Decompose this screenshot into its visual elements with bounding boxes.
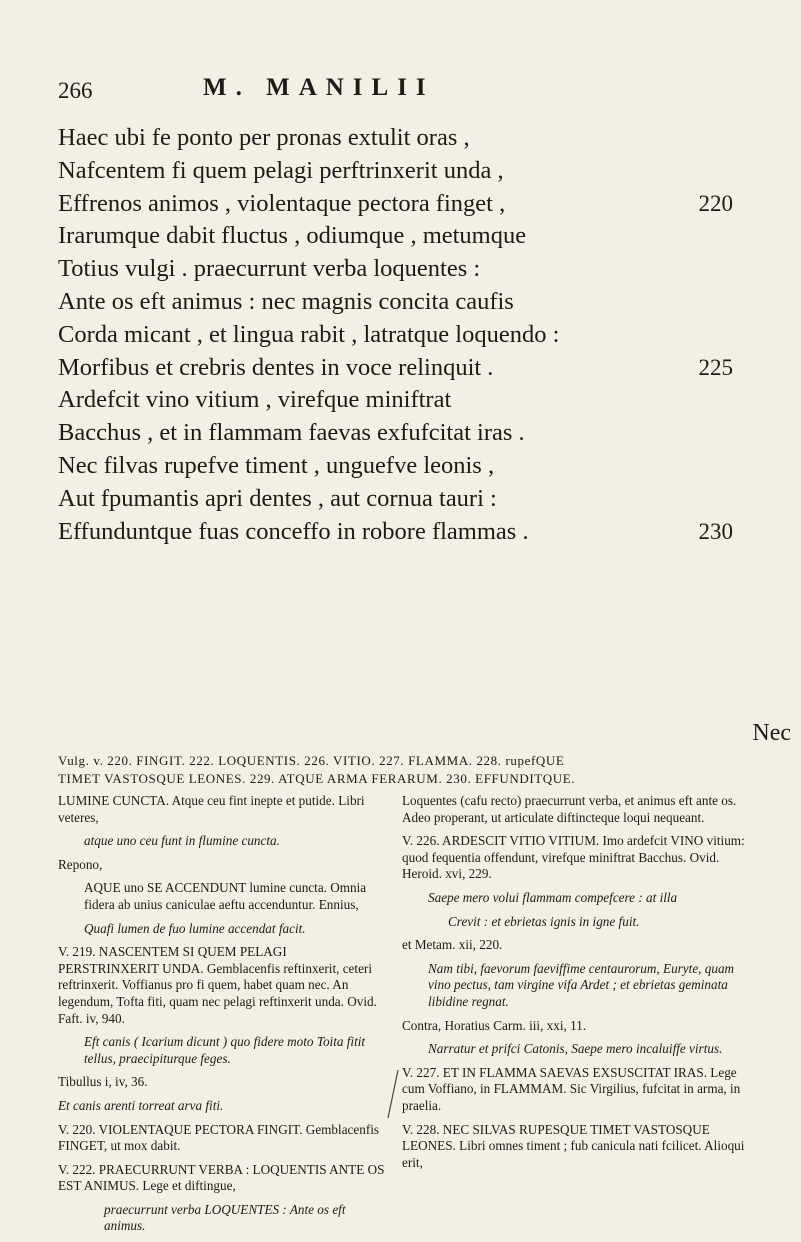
note-quote: Quafi lumen de fuo lumine accendat facit. (84, 920, 306, 936)
note: Loquentes (cafu recto) praecurrunt verba, et animus eft ante os. Adeo properant, ut articulate diftincteque loqui nequeant. (402, 793, 737, 825)
poem-text (58, 122, 733, 548)
verse-text: Irarumque dabit fluctus , odiumque , metumque (58, 222, 527, 250)
verse-line (58, 155, 733, 188)
note-quote: Nam tibi, faevorum faeviffime centaurorum, Euryte, quam vino pectus, tam virgine vifa Ardet ; et ebrietas geminata libidine regnat. (428, 960, 735, 1009)
note: LUMINE CUNCTA. Atque ceu fint inepte et putide. Libri veteres, (58, 793, 365, 825)
verse-number: 225 (698, 354, 733, 380)
verse-line (58, 286, 733, 319)
verse-number: 230 (698, 518, 733, 544)
note-quote: Eft canis ( Icarium dicunt ) quo fidere moto Toita fitit tellus, praecipiturque feges. (84, 1034, 366, 1066)
verse-line (58, 122, 733, 155)
note: V. 222. PRAECURRUNT VERBA : LOQUENTIS ANTE OS EST ANIMUS. Lege et diftingue, (58, 1161, 385, 1194)
note-quote: Crevit : et ebrietas ignis in igne fuit. (448, 913, 640, 929)
note: AQUE uno SE ACCENDUNT lumine cuncta. Omnia fidera ab unius caniculae aeftu accenduntur. Ennius, (84, 880, 367, 912)
catchword: Nec (752, 720, 791, 746)
note: V. 220. VIOLENTAQUE PECTORA FINGIT. Gemblacenfis FINGET, ut mox dabit. (58, 1121, 380, 1154)
verse-line (58, 417, 733, 450)
note-quote: Et canis arenti torreat arva fiti. (58, 1097, 224, 1113)
note: V. 227. ET IN FLAMMA SAEVAS EXSUSCITAT IRAS. Lege cum Voffiano, in FLAMMAM. Sic Virgilius, fufcitat in arma, in praelia. (402, 1064, 741, 1113)
note-quote: atque uno ceu funt in flumine cuncta. (84, 833, 280, 849)
verse-text: Haec ubi fe ponto per pronas extulit oras , (58, 124, 470, 151)
note: Tibullus i, iv, 36. (58, 1074, 148, 1090)
verse-line (58, 483, 733, 516)
verse-line (58, 220, 733, 253)
note: et Metam. xii, 220. (402, 937, 503, 953)
note: V. 228. NEC SILVAS RUPESQUE TIMET VASTOSQUE LEONES. Libri omnes timent ; fub canicula nati fcilicet. Alioqui erit, (402, 1121, 745, 1170)
verse-text: Ante os eft animus : nec magnis concita caufis (58, 287, 514, 315)
note: V. 226. ARDESCIT VITIO VITIUM. Imo ardefcit VINO vitium: quod fequentia offendunt, virefque miniftrat Bacchus. Ovid. Heroid. xvi, 229. (402, 833, 745, 882)
verse-text: Ardefcit vino vitium , virefque miniftrat (58, 386, 452, 414)
verse-text: Nec filvas rupefve timent , unguefve leonis , (58, 451, 495, 479)
verse-line (58, 384, 733, 417)
vulgate-line: TIMET VASTOSQUE LEONES. 229. ATQUE ARMA FERARUM. 230. EFFUNDITQUE. (58, 771, 576, 786)
stray-pen-mark (386, 1068, 400, 1120)
verse-line (58, 516, 733, 549)
verse-text: Morfibus et crebris dentes in voce relinquit . (58, 353, 494, 381)
verse-text: Bacchus , et in flammam faevas exfufcitat iras . (58, 419, 525, 447)
verse-text: Totius vulgi . praecurrunt verba loquentes : (58, 255, 481, 283)
vulgate-readings (58, 752, 748, 788)
verse-number: 220 (698, 190, 733, 216)
note-quote: Narratur et prifci Catonis, Saepe mero incaluiffe virtus. (428, 1041, 723, 1057)
vulgate-line: Vulg. v. 220. FINGIT. 222. LOQUENTIS. 226. VITIO. 227. FLAMMA. 228. rupefQUE (58, 753, 565, 768)
verse-line (58, 352, 733, 385)
notes-right-column (402, 793, 747, 1178)
page-number: 266 (58, 78, 93, 103)
verse-text: Nafcentem fi quem pelagi perftrinxerit unda , (58, 156, 504, 184)
verse-text: Effrenos animos , violentaque pectora finget , (58, 189, 506, 217)
note-quote: praecurrunt verba LOQUENTES : Ante os eft animus. (104, 1201, 346, 1234)
verse-line (58, 188, 733, 221)
verse-text: Aut fpumantis apri dentes , aut cornua tauri : (58, 484, 497, 512)
verse-line (58, 319, 733, 352)
note: Repono, (58, 856, 103, 872)
running-title: M. MANILII (203, 74, 435, 101)
note: V. 219. NASCENTEM SI QUEM PELAGI PERSTRINXERIT UNDA. Gemblacenfis reftinxerit, ceteri reftrinxerit. Voffianus pro fi quem, habet quam nec. An legendum, Tofta fiti, quam nec pelagi reftinxerit unda. Ovid. Faft. iv, 940. (58, 944, 377, 1026)
note: Contra, Horatius Carm. iii, xxi, 11. (402, 1017, 587, 1033)
verse-line (58, 450, 733, 483)
notes-left-column (58, 793, 385, 1242)
note-quote: Saepe mero volui flammam compefcere : at illa (428, 889, 678, 905)
verse-line (58, 253, 733, 286)
verse-text: Corda micant , et lingua rabit , latratque loquendo : (58, 320, 560, 348)
page-header (58, 70, 738, 120)
verse-text: Effunduntque fuas conceffo in robore flammas . (58, 517, 529, 545)
